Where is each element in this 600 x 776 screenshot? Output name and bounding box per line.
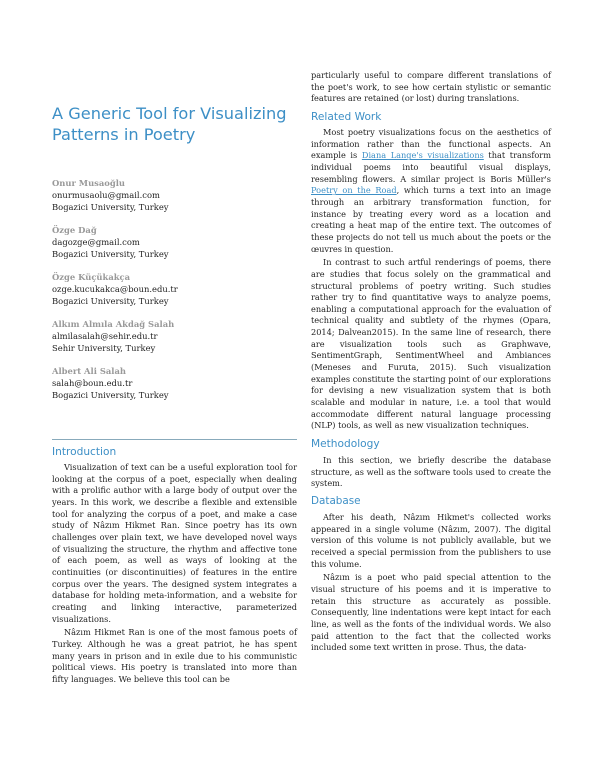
author-name: Alkım Almıla Akdağ Salah xyxy=(52,319,175,329)
author-affiliation: Bogazici University, Turkey xyxy=(52,390,169,401)
paper-title: A Generic Tool for Visualizing Patterns in Poetry xyxy=(52,104,287,144)
related-work-heading: Related Work xyxy=(311,110,382,123)
text-run: that transform individual poems into beautiful visual displays, resembling flowers. A similar project is Boris Müller's xyxy=(311,150,551,184)
methodology-heading: Methodology xyxy=(311,438,380,451)
author-name: Albert Ali Salah xyxy=(52,366,127,376)
author-name: Özge Küçükakça xyxy=(52,272,131,282)
author-block xyxy=(52,177,292,214)
methodology-paragraph: In this section, we briefly describe the database structure, as well as the software tools used to create the system. xyxy=(311,455,551,489)
author-block xyxy=(52,224,292,261)
author-email[interactable]: onurmusaolu@gmail.com xyxy=(52,190,160,201)
author-email[interactable]: almilasalah@sehir.edu.tr xyxy=(52,331,158,342)
right-column xyxy=(311,70,551,654)
author-email[interactable]: salah@boun.edu.tr xyxy=(52,378,133,389)
intro-paragraph-1: Visualization of text can be a useful exploration tool for looking at the corpus of a poet, especially when dealing with a prolific author with a large body of output over the years. In this work, we describe a flexible and extensible tool for analyzing the corpus of a poet, and make a case study of Nâzım Hikmet Ran. Since poetry has its own challenges over plain text, we have developed novel ways of visualizing the structure, the rhythm and affective tone of each poem, as well as ways of looking at the continuities (or discontinuities) of features in the entire corpus over the years. The designed system integrates a database for holding meta-information, and a website for creating and linking interactive, parameterized visualizations. xyxy=(52,462,297,624)
intro-paragraph-2: Nâzım Hikmet Ran is one of the most famous poets of Turkey. Although he was a great patriot, he has spent many years in prison and in exile due to his communistic political views. His poetry is translated into more than fifty languages. We believe this tool can be xyxy=(52,627,297,684)
author-block xyxy=(52,271,292,308)
introduction-heading: Introduction xyxy=(52,446,117,458)
author-affiliation: Sehir University, Turkey xyxy=(52,343,156,354)
author-email[interactable]: dagozge@gmail.com xyxy=(52,237,140,248)
related-paragraph-1 xyxy=(311,127,551,255)
poetry-on-the-road-link[interactable]: Poetry on the Road xyxy=(311,185,397,196)
text-run: , which turns a text into an image through an arbitrary transformation function, for instance by treating every word as a location and creating a heat map of the entire text. The outcomes of these projects do not tell us much about the poets or the œuvres in question. xyxy=(311,185,551,254)
author-affiliation: Bogazici University, Turkey xyxy=(52,249,169,260)
author-name: Onur Musaoğlu xyxy=(52,178,126,188)
author-name: Özge Dağ xyxy=(52,225,97,235)
diana-lange-link[interactable]: Diana Lange's visualizations xyxy=(361,150,484,161)
author-block xyxy=(52,318,292,355)
author-block xyxy=(52,365,292,402)
section-divider xyxy=(52,439,297,440)
author-affiliation: Bogazici University, Turkey xyxy=(52,296,169,307)
text-run: Most poetry visualizations focus on the aesthetics of information rather than the functional aspects. An example is xyxy=(311,126,551,161)
author-affiliation: Bogazici University, Turkey xyxy=(52,202,169,213)
database-paragraph-2: Nâzım is a poet who paid special attention to the visual structure of his poems and it is imperative to retain this structure as accurately as possible. Consequently, line indentations were kept intact for each line, as well as the fonts of the individual words. We also paid attention to the fact that the collected works included some text written in prose. Thus, the data- xyxy=(311,572,551,653)
database-paragraph-1: After his death, Nâzım Hikmet's collected works appeared in a single volume (Nâzım, 2007). The digital version of this volume is not publicly available, but we received a special permission from the publishers to use this volume. xyxy=(311,512,551,569)
related-paragraph-2: In contrast to such artful renderings of poems, there are studies that focus solely on the grammatical and structural problems of poetry writing. Such studies rather try to find quantitative ways to analyze poems, enabling a computational approach for the evaluation of technical quality and subtlety of the rhymes (Opara, 2014; Dalvean2015). In the same line of research, there are visualization tools such as Graphwave, SentimentGraph, SentimentWheel and Ambiances (Meneses and Furuta, 2015). Such visualization examples constitute the starting point of our explorations for devising a new visualization system that is both scalable and modular in nature, i.e. a tool that would accommodate different natural language processing (NLP) tools, as well as new visualization techniques. xyxy=(311,257,551,431)
introduction-section xyxy=(52,446,297,685)
author-email[interactable]: ozge.kucukakca@boun.edu.tr xyxy=(52,284,178,295)
continued-paragraph: particularly useful to compare different translations of the poet's work, to see how certain stylistic or semantic features are retained (or lost) during translations. xyxy=(311,70,551,104)
database-heading: Database xyxy=(311,495,361,507)
